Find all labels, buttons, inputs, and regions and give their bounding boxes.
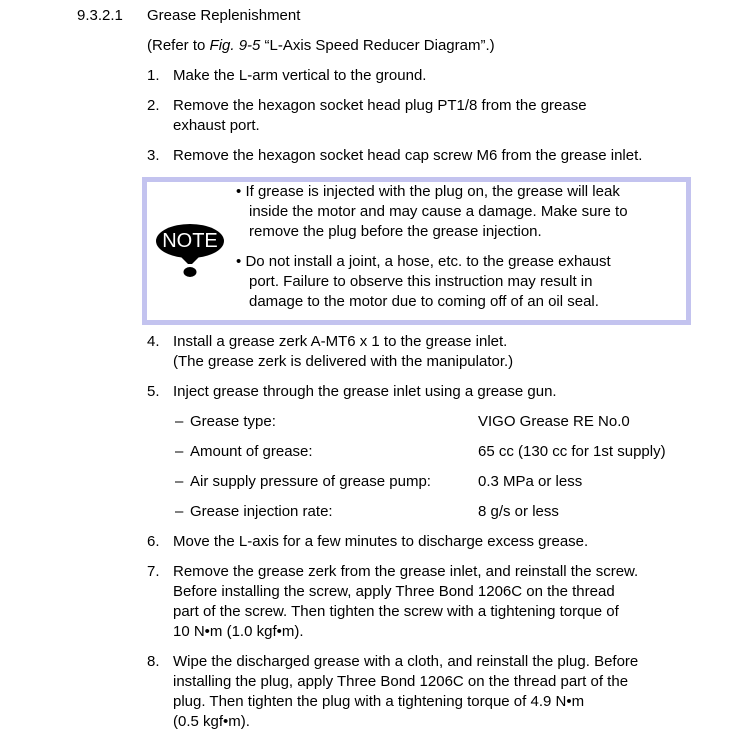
note-text-line: damage to the motor due to coming off of an oil seal. — [249, 293, 599, 310]
note-text-line: Do not install a joint, a hose, etc. to the grease exhaust — [245, 253, 611, 270]
bullet: • — [236, 253, 242, 270]
reference-figure-link[interactable]: Fig. 9-5 — [209, 37, 261, 54]
spec-label: Air supply pressure of grease pump: — [190, 473, 431, 490]
step-number: 7. — [147, 563, 160, 580]
step-number: 1. — [147, 67, 160, 84]
step-number: 3. — [147, 147, 160, 164]
step-text: installing the plug, apply Three Bond 1206C on the thread part of the — [173, 673, 629, 690]
section-number: 9.3.2.1 — [77, 7, 123, 24]
step-number: 5. — [147, 383, 160, 400]
step-number: 2. — [147, 97, 160, 114]
note-bullet-item — [236, 252, 611, 272]
spec-dash: – — [175, 503, 184, 520]
step-number: 6. — [147, 533, 160, 550]
spec-label: Grease injection rate: — [190, 503, 333, 520]
step-text: Inject grease through the grease inlet using a grease gun. — [173, 383, 557, 400]
reference-title: “L-Axis Speed Reducer Diagram”.) — [260, 37, 495, 54]
step-text: Move the L-axis for a few minutes to discharge excess grease. — [173, 533, 589, 550]
section-title: Grease Replenishment — [147, 7, 301, 24]
step-text: Remove the hexagon socket head plug PT1/8 from the grease — [173, 97, 587, 114]
step-text: 10 N•m (1.0 kgf•m). — [173, 623, 304, 640]
step-text: (0.5 kgf•m). — [173, 713, 250, 730]
note-bullet-item — [236, 182, 620, 202]
step-text: exhaust port. — [173, 117, 260, 134]
note-text-line: port. Failure to observe this instruction may result in — [249, 273, 593, 290]
spec-dash: – — [175, 413, 184, 430]
spec-label: Grease type: — [190, 413, 276, 430]
step-text: plug. Then tighten the plug with a tightening torque of 4.9 N•m — [173, 693, 585, 710]
step-text: (The grease zerk is delivered with the manipulator.) — [173, 353, 514, 370]
note-icon — [154, 224, 226, 282]
spec-dash: – — [175, 473, 184, 490]
step-text: Install a grease zerk A-MT6 x 1 to the grease inlet. — [173, 333, 508, 350]
step-number: 4. — [147, 333, 160, 350]
spec-label: Amount of grease: — [190, 443, 313, 460]
spec-value: 8 g/s or less — [478, 503, 559, 520]
step-text: Before installing the screw, apply Three Bond 1206C on the thread — [173, 583, 615, 600]
spec-dash: – — [175, 443, 184, 460]
bullet: • — [236, 183, 242, 200]
spec-value: 0.3 MPa or less — [478, 473, 583, 490]
step-text: Remove the grease zerk from the grease inlet, and reinstall the screw. — [173, 563, 639, 580]
step-text: Wipe the discharged grease with a cloth, and reinstall the plug. Before — [173, 653, 639, 670]
note-icon-label: NOTE — [162, 230, 218, 252]
step-text: Remove the hexagon socket head cap screw M6 from the grease inlet. — [173, 147, 643, 164]
note-text-line: If grease is injected with the plug on, the grease will leak — [245, 183, 620, 200]
note-text-line: inside the motor and may cause a damage. Make sure to — [249, 203, 628, 220]
spec-value: 65 cc (130 cc for 1st supply) — [478, 443, 666, 460]
reference-prefix: (Refer to — [147, 37, 210, 54]
note-text-line: remove the plug before the grease injection. — [249, 223, 542, 240]
spec-value: VIGO Grease RE No.0 — [478, 413, 630, 430]
figure-reference — [147, 36, 495, 56]
step-text: Make the L-arm vertical to the ground. — [173, 67, 427, 84]
step-number: 8. — [147, 653, 160, 670]
step-text: part of the screw. Then tighten the screw with a tightening torque of — [173, 603, 619, 620]
